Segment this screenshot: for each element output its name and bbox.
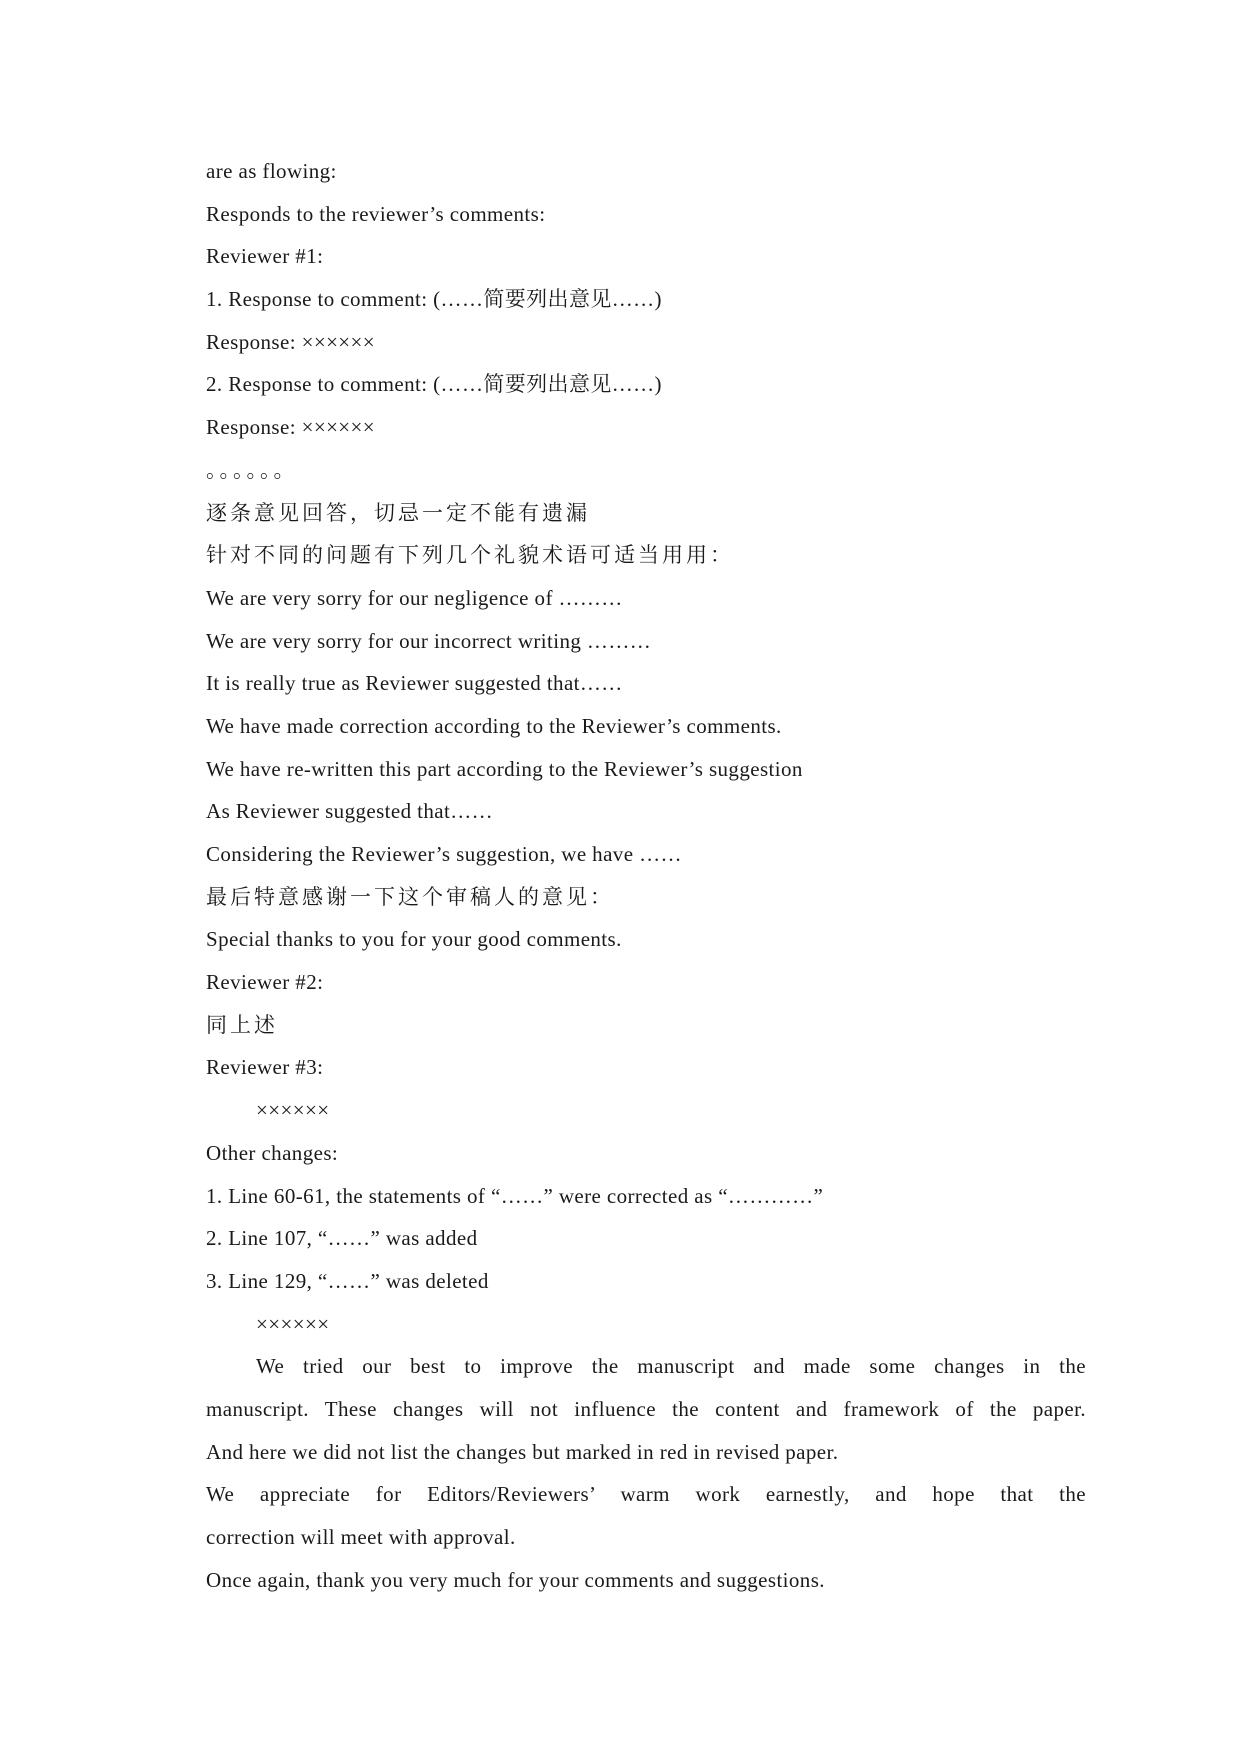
text-line: are as flowing:: [206, 159, 337, 183]
comment-2: 2. Response to comment: (……简要列出意见……): [206, 372, 662, 397]
same-as-above-note: 同上述: [206, 1012, 278, 1037]
comment-1: 1. Response to comment: (……简要列出意见……): [206, 287, 662, 312]
other-changes-heading: Other changes:: [206, 1140, 339, 1165]
change-item: 1. Line 60-61, the statements of “……” were corrected as “…………”: [206, 1183, 824, 1208]
reviewer-2-heading: Reviewer #2:: [206, 970, 324, 995]
polite-phrase: We have made correction according to the Reviewer’s comments.: [206, 713, 782, 738]
polite-phrase: It is really true as Reviewer suggested that……: [206, 671, 623, 696]
appreciation-line: We appreciate for Editors/Reviewers’ warm work earnestly, and hope that the: [206, 1482, 1086, 1507]
closing-paragraph-line: We tried our best to improve the manuscript and made some changes in the: [256, 1354, 1086, 1379]
reviewer-3-heading: Reviewer #3:: [206, 1055, 324, 1080]
reviewer-1-heading: Reviewer #1:: [206, 244, 324, 269]
ellipsis-marks: 。。。。。。: [206, 457, 298, 482]
placeholder-marks: ××××××: [256, 1311, 330, 1336]
polite-phrase: We are very sorry for our negligence of ………: [206, 585, 623, 610]
final-thanks-line: Once again, thank you very much for your comments and suggestions.: [206, 1567, 825, 1592]
change-item: 3. Line 129, “……” was deleted: [206, 1268, 489, 1293]
polite-phrase: We are very sorry for our incorrect writing ………: [206, 628, 652, 653]
placeholder-marks: ××××××: [256, 1098, 330, 1123]
thanks-phrase: Special thanks to you for your good comments.: [206, 927, 622, 952]
change-item: 2. Line 107, “……” was added: [206, 1226, 478, 1251]
response-2: Response: ××××××: [206, 415, 376, 440]
closing-paragraph-line: And here we did not list the changes but marked in red in revised paper.: [206, 1439, 839, 1464]
instruction-note: 逐条意见回答，切忌一定不能有遗漏: [206, 500, 590, 525]
polite-phrase: As Reviewer suggested that……: [206, 799, 494, 824]
response-1: Response: ××××××: [206, 329, 376, 354]
responses-heading: Responds to the reviewer’s comments:: [206, 201, 546, 226]
polite-phrase: We have re-written this part according to the Reviewer’s suggestion: [206, 756, 803, 781]
thanks-note: 最后特意感谢一下这个审稿人的意见：: [206, 884, 614, 909]
polite-terms-note: 针对不同的问题有下列几个礼貌术语可适当用用：: [206, 543, 734, 568]
document-page: [206, 150, 1086, 1601]
polite-phrase: Considering the Reviewer’s suggestion, we have ……: [206, 842, 682, 866]
closing-paragraph-line: manuscript. These changes will not influence the content and framework of the paper.: [206, 1396, 1086, 1421]
appreciation-line: correction will meet with approval.: [206, 1525, 516, 1549]
